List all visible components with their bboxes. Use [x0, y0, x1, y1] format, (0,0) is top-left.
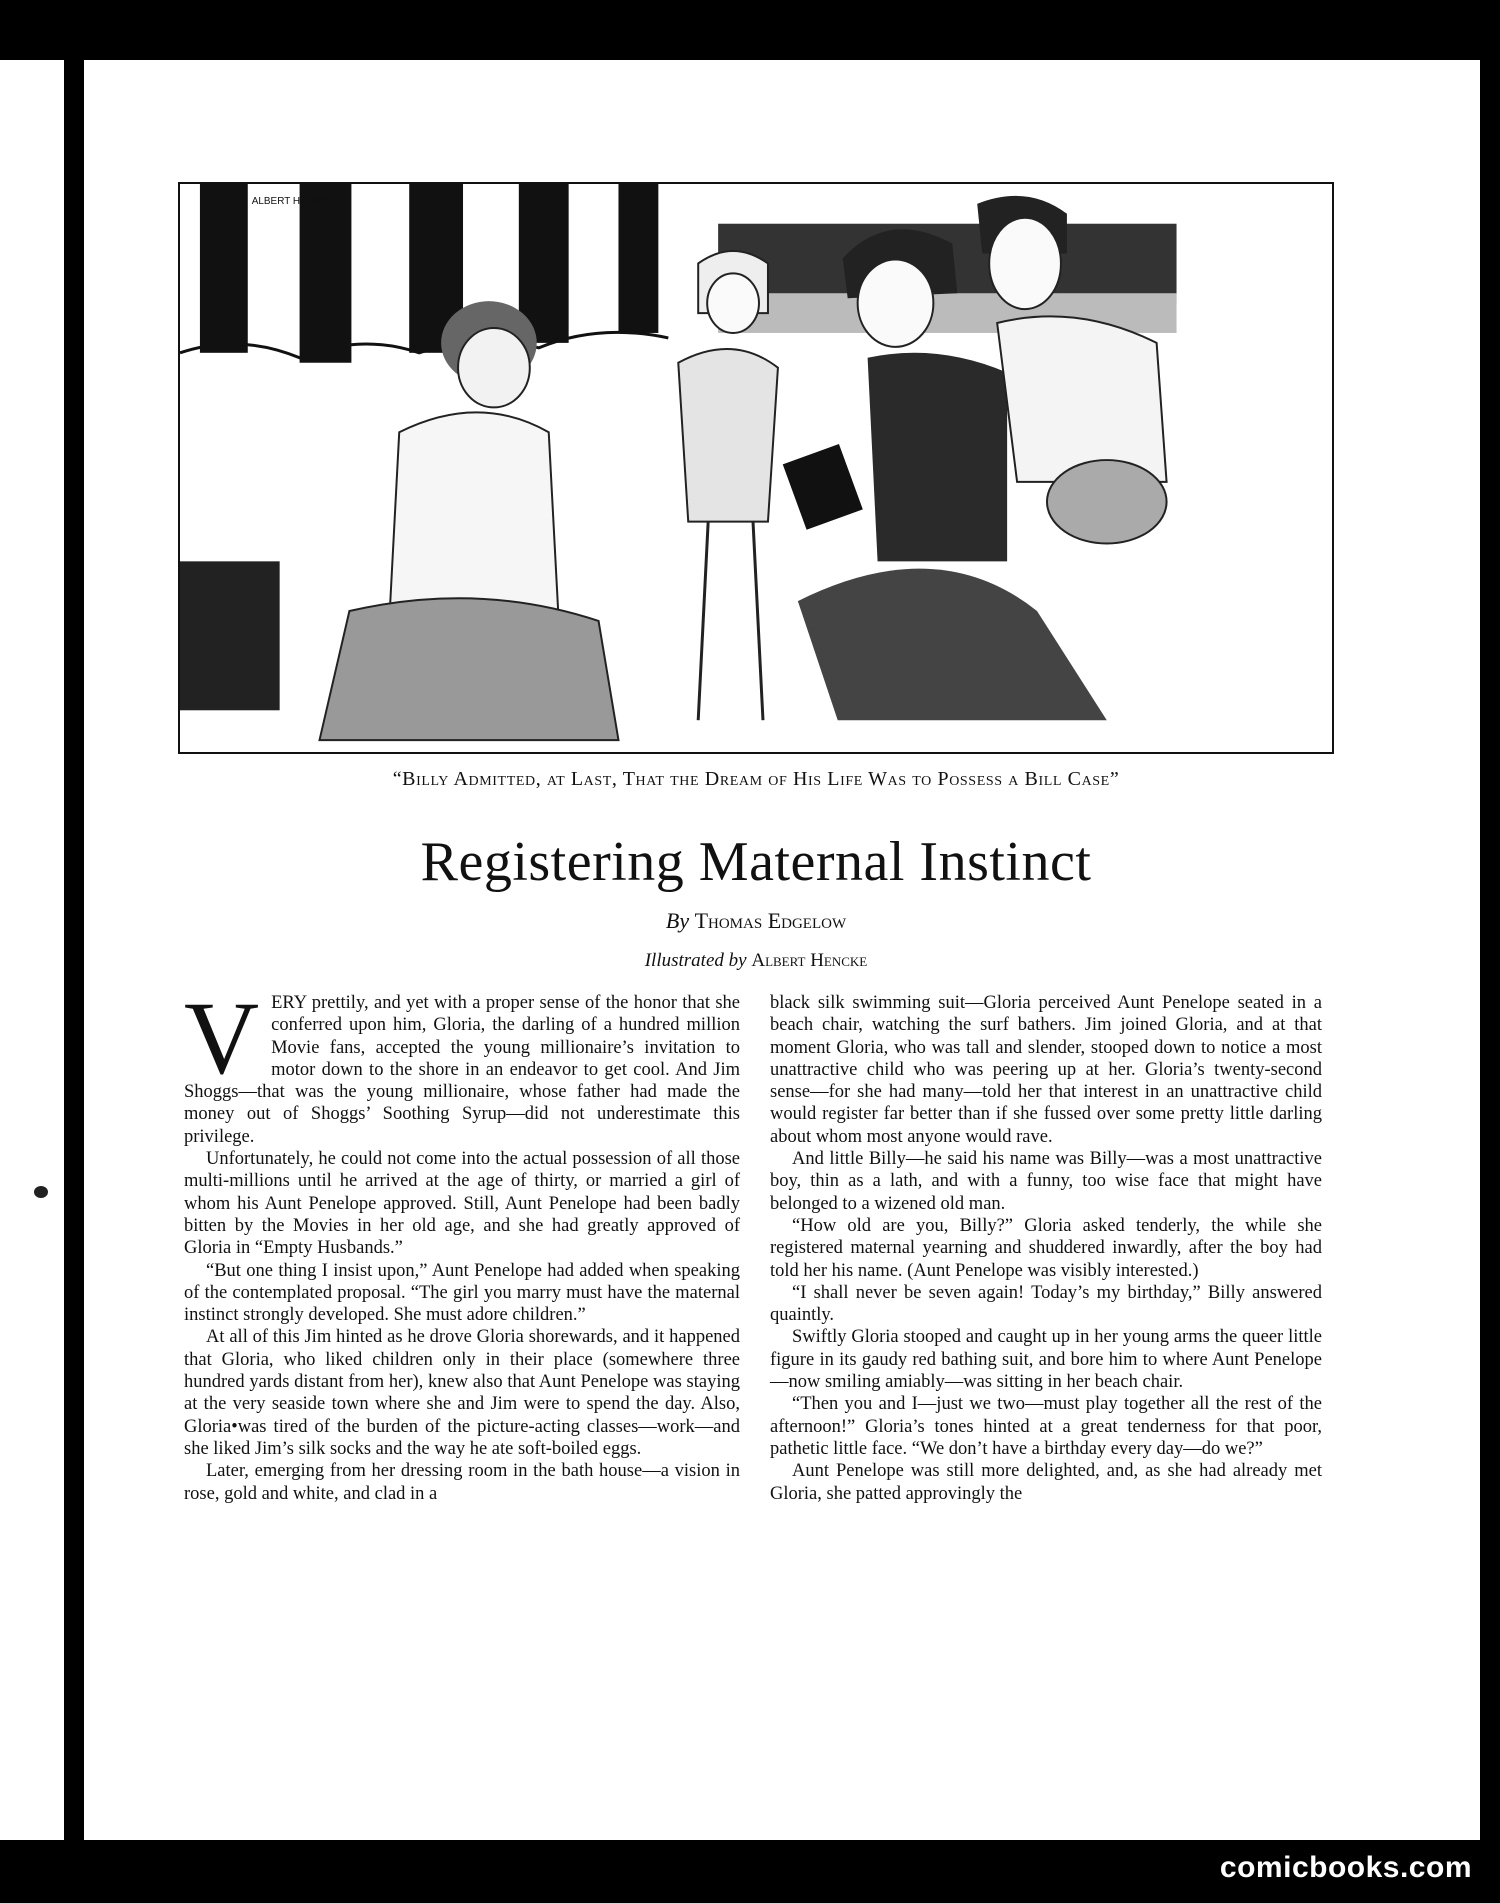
article-column-left [184, 981, 740, 1505]
illustration-credit [178, 950, 1334, 972]
paragraph: Later, emerging from her dressing room in the bath house—a vision in rose, gold and white, and clad in a [184, 1461, 740, 1504]
site-watermark: comicbooks.com [1219, 1851, 1472, 1884]
illustration-caption: “Billy Admitted, at Last, That the Dream of His Life Was to Possess a Bill Case” [392, 768, 1120, 790]
paragraph: “I shall never be seven again! Today’s my birthday,” Billy answered quaintly. [770, 1282, 1322, 1326]
paragraph: Swiftly Gloria stooped and caught up in her young arms the queer little figure in its gaudy red bathing suit, and bore him to where Aunt Penelope—now smiling amiably—was sitting in her beach chair. [770, 1327, 1322, 1393]
paragraph: ERY prettily, and yet with a proper sense of the honor that she conferred upon him, Gloria, the darling of a hundred million Movie fans, accepted the young millionaire’s invitation to motor down to the shore in an endeavor to get cool. And Jim Shoggs—that was the young millionaire, whose father had made the money out of Shoggs’ Soothing Syrup—did not underestimate this privilege. [184, 993, 740, 1147]
byline-prefix: By [665, 908, 690, 933]
illustration-drawing [180, 184, 1332, 752]
credit-prefix: Illustrated by [644, 950, 747, 971]
article-title: Registering Maternal Instinct [420, 831, 1092, 893]
byline [178, 908, 1334, 934]
paragraph: black silk swimming suit—Gloria perceived Aunt Penelope seated in a beach chair, watching the surf bathers. Jim joined Gloria, and at that moment Gloria, who was tall and slender, stooped down to notice a most unattractive child who was peering up at her. Gloria’s twenty-second sense—for she had many—told her that interest in an unattractive child would register far better than if she fussed over some pretty little darling about whom most anyone would rave. [770, 993, 1322, 1147]
beach-illustration [178, 182, 1334, 754]
paragraph: “Then you and I—just we two—must play together all the rest of the afternoon!” Gloria’s tones hinted at a great tenderness for that poor, pathetic little face. “We don’t have a birthday every day—do we?” [770, 1394, 1322, 1459]
artist-signature: ALBERT HENCKE [251, 195, 335, 207]
awning-stripes [180, 184, 668, 363]
article-column-right [770, 992, 1322, 1505]
ink-smudge [34, 1186, 48, 1198]
drop-cap: V [184, 981, 260, 1096]
illustrator-name: Albert Hencke [751, 950, 868, 971]
paragraph: And little Billy—he said his name was Billy—was a most unattractive boy, thin as a lath, and with a funny, too wise face that might have belonged to a wizened old man. [770, 1149, 1322, 1214]
paragraph: Unfortunately, he could not come into the actual possession of all those multi-millions until he arrived at the age of thirty, or married a girl of whom his Aunt Penelope approved. Still, Aunt Penelope had been badly bitten by the Movies in her old age, and she had greatly approved of Gloria in “Empty Husbands.” [184, 1149, 740, 1259]
paragraph: Aunt Penelope was still more delighted, and, as she had already met Gloria, she patted approvingly the [770, 1461, 1322, 1504]
previous-page-edge [0, 60, 64, 1840]
seated-woman-figure [180, 301, 618, 740]
paragraph: “But one thing I insist upon,” Aunt Penelope had added when speaking of the contemplated proposal. “The girl you marry must have the maternal instinct strongly developed. She must adore children.” [184, 1260, 740, 1326]
paragraph: At all of this Jim hinted as he drove Gloria shorewards, and it happened that Gloria, who liked children only in their place (somewhere three hundred yards distant from her), knew also that Aunt Penelope was staying at the very seaside town where she and Jim were to spend the day. Also, Gloria•was tired of the burden of the picture-acting classes—work—and she liked Jim’s silk socks and the way he ate soft-boiled eggs. [184, 1327, 740, 1459]
author-name: Thomas Edgelow [694, 908, 847, 933]
paragraph: “How old are you, Billy?” Gloria asked tenderly, the while she registered maternal yearning and shuddered inwardly, after the boy had told her his name. (Aunt Penelope was visibly interested.) [770, 1215, 1322, 1281]
